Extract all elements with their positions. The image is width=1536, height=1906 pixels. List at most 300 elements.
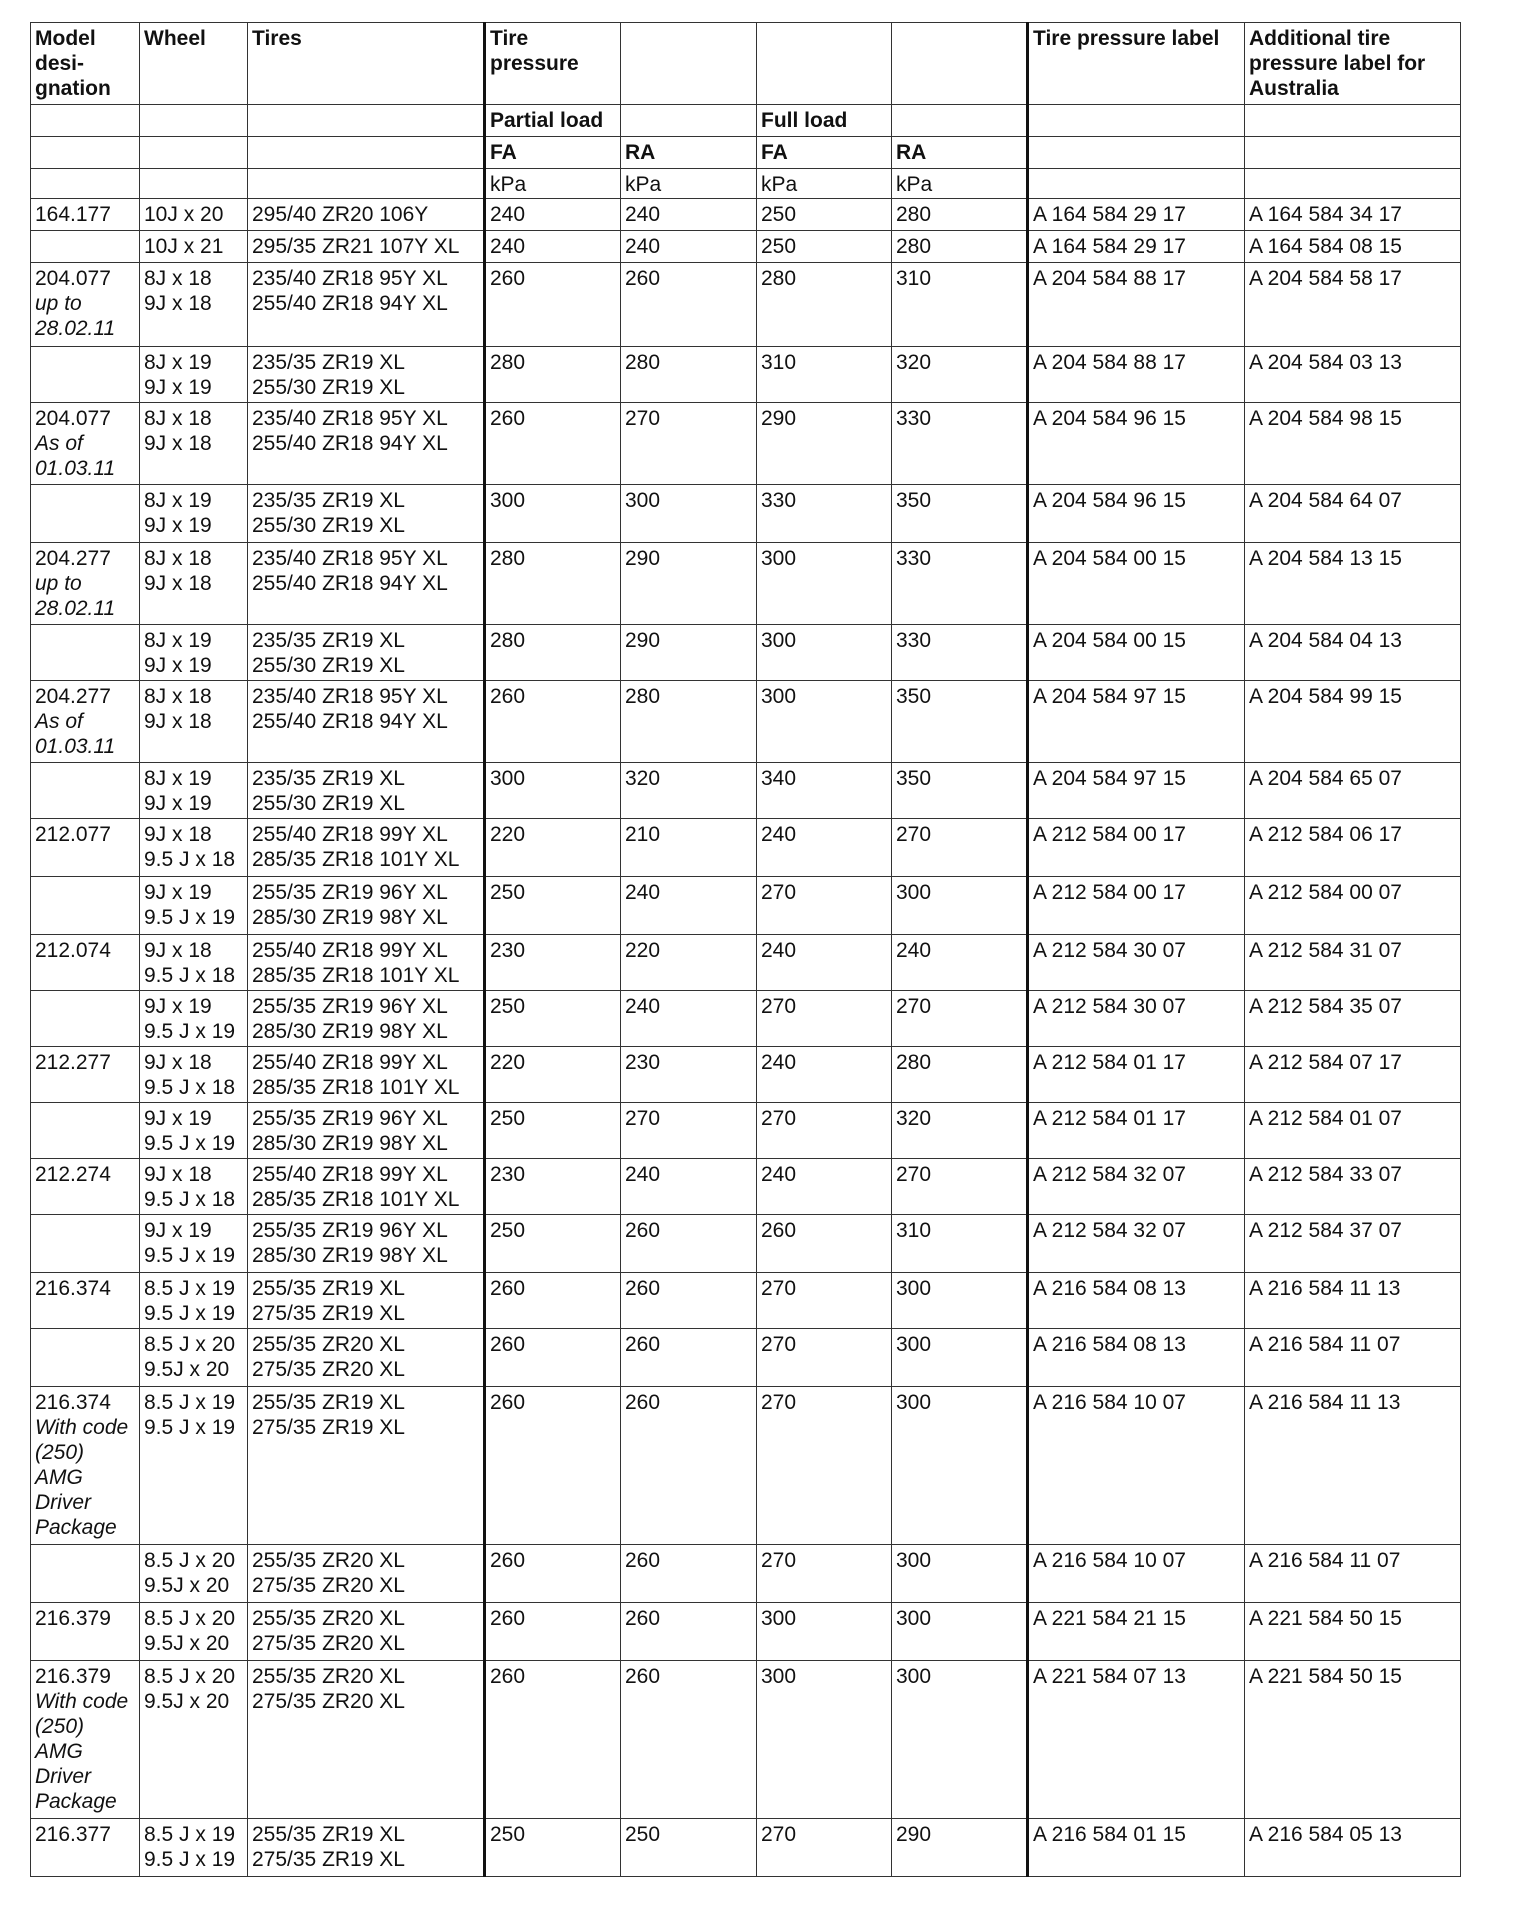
- cell-line: Package: [35, 1516, 117, 1539]
- cell-line: 28.02.11: [35, 597, 116, 620]
- header-fa: FA: [485, 137, 621, 169]
- partial-ra-cell: 260: [621, 1545, 757, 1603]
- cell-line: 9J x 19: [144, 514, 212, 537]
- full-ra-cell: 270: [892, 991, 1028, 1047]
- partial-ra-cell: 270: [621, 403, 757, 485]
- australia-label-cell: A 212 584 00 07: [1245, 877, 1461, 935]
- cell-line: 255/30 ZR19 XL: [252, 654, 405, 677]
- cell-line: 275/35 ZR19 XL: [252, 1848, 405, 1871]
- cell-line: 255/40 ZR18 94Y XL: [252, 432, 448, 455]
- cell-line: 255/35 ZR19 XL: [252, 1391, 405, 1414]
- cell-line: 204.277: [35, 547, 111, 570]
- partial-fa-cell: 280: [485, 347, 621, 403]
- cell-line: 204.277: [35, 685, 111, 708]
- australia-label-cell: A 204 584 65 07: [1245, 763, 1461, 819]
- cell-line: 9J x 18: [144, 823, 212, 846]
- cell-line: 216.379: [35, 1607, 111, 1630]
- model-cell: [31, 763, 140, 819]
- wheel-cell: [140, 935, 248, 991]
- model-cell: [31, 1329, 140, 1387]
- cell-line: 8.5 J x 20: [144, 1549, 236, 1572]
- header-full-load: Full load: [757, 105, 892, 137]
- wheel-cell: [140, 403, 248, 485]
- label-cell: A 221 584 21 15: [1028, 1603, 1245, 1661]
- australia-label-cell: A 221 584 50 15: [1245, 1603, 1461, 1661]
- cell-line: 255/35 ZR20 XL: [252, 1607, 405, 1630]
- cell-line: 9.5 J x 19: [144, 1416, 236, 1439]
- cell-line: 9J x 18: [144, 939, 212, 962]
- cell-line: With code: [35, 1416, 129, 1439]
- full-fa-cell: 270: [757, 877, 892, 935]
- cell-line: 9.5J x 20: [144, 1690, 230, 1713]
- cell-line: 285/35 ZR18 101Y XL: [252, 964, 460, 987]
- label-cell: A 204 584 88 17: [1028, 263, 1245, 347]
- partial-ra-cell: 270: [621, 1103, 757, 1159]
- australia-label-cell: A 221 584 50 15: [1245, 1661, 1461, 1819]
- full-ra-cell: 300: [892, 1603, 1028, 1661]
- cell-line: 9J x 18: [144, 292, 212, 315]
- cell-line: 9.5 J x 19: [144, 906, 236, 929]
- model-cell: [31, 625, 140, 681]
- cell-line: 255/35 ZR19 XL: [252, 1823, 405, 1846]
- cell-line: 9.5 J x 18: [144, 1188, 236, 1211]
- wheel-cell: [140, 625, 248, 681]
- partial-fa-cell: 220: [485, 1047, 621, 1103]
- model-cell: [31, 681, 140, 763]
- cell-line: 235/35 ZR19 XL: [252, 489, 405, 512]
- tires-cell: [248, 231, 485, 263]
- cell-line: 9J x 19: [144, 654, 212, 677]
- table-row: [31, 991, 1461, 1047]
- header-unit: kPa: [892, 169, 1028, 199]
- australia-label-cell: A 212 584 35 07: [1245, 991, 1461, 1047]
- wheel-cell: [140, 1159, 248, 1215]
- partial-fa-cell: 250: [485, 1215, 621, 1273]
- australia-label-cell: A 216 584 11 13: [1245, 1387, 1461, 1545]
- wheel-cell: [140, 819, 248, 877]
- model-cell: [31, 263, 140, 347]
- cell-line: 255/35 ZR19 XL: [252, 1277, 405, 1300]
- cell-line: 212.274: [35, 1163, 111, 1186]
- partial-fa-cell: 260: [485, 263, 621, 347]
- model-cell: [31, 1603, 140, 1661]
- cell-line: 8J x 19: [144, 629, 212, 652]
- cell-line: 9J x 19: [144, 792, 212, 815]
- tires-cell: [248, 1603, 485, 1661]
- cell-line: 285/30 ZR19 98Y XL: [252, 906, 448, 929]
- cell-line: 8J x 18: [144, 407, 212, 430]
- full-ra-cell: 300: [892, 1661, 1028, 1819]
- table-row: [31, 1545, 1461, 1603]
- wheel-cell: [140, 1661, 248, 1819]
- full-ra-cell: 330: [892, 403, 1028, 485]
- header-label: Tire pressure label: [1028, 23, 1245, 105]
- model-cell: [31, 1387, 140, 1545]
- model-cell: [31, 485, 140, 543]
- table-row: [31, 1819, 1461, 1877]
- partial-fa-cell: 280: [485, 543, 621, 625]
- cell-line: 8J x 18: [144, 685, 212, 708]
- full-fa-cell: 240: [757, 1047, 892, 1103]
- tires-cell: [248, 819, 485, 877]
- tires-cell: [248, 681, 485, 763]
- full-fa-cell: 270: [757, 1819, 892, 1877]
- label-cell: A 216 584 01 15: [1028, 1819, 1245, 1877]
- partial-fa-cell: 260: [485, 681, 621, 763]
- label-cell: A 212 584 32 07: [1028, 1159, 1245, 1215]
- full-ra-cell: 300: [892, 1329, 1028, 1387]
- partial-fa-cell: 260: [485, 403, 621, 485]
- table-row: [31, 1329, 1461, 1387]
- cell-line: 235/40 ZR18 95Y XL: [252, 685, 448, 708]
- cell-line: 9.5 J x 19: [144, 1848, 236, 1871]
- wheel-cell: [140, 1603, 248, 1661]
- model-cell: [31, 199, 140, 231]
- label-cell: A 204 584 00 15: [1028, 543, 1245, 625]
- wheel-cell: [140, 1819, 248, 1877]
- partial-fa-cell: 300: [485, 485, 621, 543]
- cell-line: up to: [35, 572, 82, 595]
- label-cell: A 212 584 30 07: [1028, 991, 1245, 1047]
- label-cell: A 216 584 10 07: [1028, 1545, 1245, 1603]
- cell-line: 255/30 ZR19 XL: [252, 792, 405, 815]
- header-unit: kPa: [621, 169, 757, 199]
- full-fa-cell: 300: [757, 681, 892, 763]
- cell-line: 275/35 ZR20 XL: [252, 1690, 405, 1713]
- tires-cell: [248, 1159, 485, 1215]
- model-cell: [31, 1661, 140, 1819]
- full-fa-cell: 300: [757, 543, 892, 625]
- wheel-cell: [140, 231, 248, 263]
- label-cell: A 164 584 29 17: [1028, 231, 1245, 263]
- cell-line: 275/35 ZR19 XL: [252, 1416, 405, 1439]
- partial-ra-cell: 290: [621, 543, 757, 625]
- full-fa-cell: 310: [757, 347, 892, 403]
- label-cell: A 212 584 00 17: [1028, 819, 1245, 877]
- cell-line: With code: [35, 1690, 129, 1713]
- cell-line: As of: [35, 710, 83, 733]
- australia-label-cell: A 216 584 11 07: [1245, 1545, 1461, 1603]
- wheel-cell: [140, 877, 248, 935]
- tires-cell: [248, 485, 485, 543]
- full-fa-cell: 270: [757, 1329, 892, 1387]
- cell-line: 8J x 19: [144, 351, 212, 374]
- cell-line: 9J x 19: [144, 376, 212, 399]
- full-fa-cell: 240: [757, 935, 892, 991]
- header-unit: kPa: [757, 169, 892, 199]
- model-cell: [31, 877, 140, 935]
- wheel-cell: [140, 1215, 248, 1273]
- full-fa-cell: 340: [757, 763, 892, 819]
- cell-line: 8.5 J x 20: [144, 1607, 236, 1630]
- cell-line: 9.5 J x 18: [144, 848, 236, 871]
- cell-line: 9.5 J x 18: [144, 1076, 236, 1099]
- australia-label-cell: A 164 584 08 15: [1245, 231, 1461, 263]
- wheel-cell: [140, 543, 248, 625]
- cell-line: 255/35 ZR20 XL: [252, 1665, 405, 1688]
- model-cell: [31, 1545, 140, 1603]
- cell-line: 204.077: [35, 267, 111, 290]
- table-row: [31, 935, 1461, 991]
- full-ra-cell: 350: [892, 681, 1028, 763]
- cell-line: 275/35 ZR19 XL: [252, 1302, 405, 1325]
- load-row: [31, 105, 1461, 137]
- cell-line: Driver: [35, 1765, 91, 1788]
- full-ra-cell: 310: [892, 263, 1028, 347]
- wheel-cell: [140, 991, 248, 1047]
- full-ra-cell: 350: [892, 763, 1028, 819]
- label-cell: A 221 584 07 13: [1028, 1661, 1245, 1819]
- australia-label-cell: A 204 584 99 15: [1245, 681, 1461, 763]
- wheel-cell: [140, 485, 248, 543]
- wheel-cell: [140, 763, 248, 819]
- label-cell: A 212 584 01 17: [1028, 1047, 1245, 1103]
- table-row: [31, 1661, 1461, 1819]
- tires-cell: [248, 935, 485, 991]
- axle-row: [31, 137, 1461, 169]
- cell-line: 255/40 ZR18 99Y XL: [252, 1163, 448, 1186]
- table-row: [31, 403, 1461, 485]
- partial-fa-cell: 260: [485, 1329, 621, 1387]
- cell-line: 216.374: [35, 1391, 111, 1414]
- tires-cell: [248, 1545, 485, 1603]
- australia-label-cell: A 204 584 13 15: [1245, 543, 1461, 625]
- cell-line: 10J x 20: [144, 203, 224, 226]
- cell-line: 235/35 ZR19 XL: [252, 767, 405, 790]
- header-australia: Additional tire pressure label for Australia: [1245, 23, 1461, 105]
- cell-line: up to: [35, 292, 82, 315]
- cell-line: 255/35 ZR19 96Y XL: [252, 1107, 448, 1130]
- full-ra-cell: 300: [892, 1273, 1028, 1329]
- header-ra: RA: [892, 137, 1028, 169]
- cell-line: 204.077: [35, 407, 111, 430]
- partial-ra-cell: 260: [621, 1661, 757, 1819]
- cell-line: 9J x 19: [144, 881, 212, 904]
- model-cell: [31, 1819, 140, 1877]
- full-fa-cell: 270: [757, 1273, 892, 1329]
- cell-line: 9J x 18: [144, 1163, 212, 1186]
- partial-fa-cell: 300: [485, 763, 621, 819]
- cell-line: Driver: [35, 1491, 91, 1514]
- cell-line: 255/30 ZR19 XL: [252, 376, 405, 399]
- header-blank: [892, 23, 1028, 105]
- partial-ra-cell: 210: [621, 819, 757, 877]
- cell-line: 9J x 19: [144, 1219, 212, 1242]
- cell-line: 285/35 ZR18 101Y XL: [252, 1188, 460, 1211]
- partial-fa-cell: 240: [485, 231, 621, 263]
- cell-line: 9.5 J x 19: [144, 1132, 236, 1155]
- australia-label-cell: A 204 584 64 07: [1245, 485, 1461, 543]
- table-row: [31, 485, 1461, 543]
- label-cell: A 204 584 97 15: [1028, 763, 1245, 819]
- full-fa-cell: 270: [757, 1387, 892, 1545]
- australia-label-cell: A 204 584 04 13: [1245, 625, 1461, 681]
- cell-line: 10J x 21: [144, 235, 224, 258]
- partial-ra-cell: 260: [621, 1329, 757, 1387]
- label-cell: A 212 584 32 07: [1028, 1215, 1245, 1273]
- cell-line: 255/35 ZR19 96Y XL: [252, 1219, 448, 1242]
- partial-fa-cell: 230: [485, 1159, 621, 1215]
- cell-line: 8.5 J x 19: [144, 1277, 236, 1300]
- australia-label-cell: A 212 584 07 17: [1245, 1047, 1461, 1103]
- full-ra-cell: 270: [892, 1159, 1028, 1215]
- australia-label-cell: A 216 584 11 13: [1245, 1273, 1461, 1329]
- partial-fa-cell: 280: [485, 625, 621, 681]
- cell-line: 9J x 19: [144, 1107, 212, 1130]
- table-row: [31, 1047, 1461, 1103]
- australia-label-cell: A 212 584 37 07: [1245, 1215, 1461, 1273]
- cell-line: 8J x 19: [144, 489, 212, 512]
- tires-cell: [248, 1047, 485, 1103]
- cell-line: 8J x 18: [144, 267, 212, 290]
- full-fa-cell: 330: [757, 485, 892, 543]
- cell-line: 8.5 J x 20: [144, 1665, 236, 1688]
- tires-cell: [248, 991, 485, 1047]
- table-row: [31, 1159, 1461, 1215]
- cell-line: 9.5J x 20: [144, 1632, 230, 1655]
- cell-line: 212.277: [35, 1051, 111, 1074]
- cell-line: 8J x 18: [144, 547, 212, 570]
- australia-label-cell: A 212 584 33 07: [1245, 1159, 1461, 1215]
- header-wheel: Wheel: [140, 23, 248, 105]
- partial-fa-cell: 250: [485, 877, 621, 935]
- header-blank: [621, 23, 757, 105]
- header-partial-load: Partial load: [485, 105, 621, 137]
- wheel-cell: [140, 263, 248, 347]
- cell-line: 285/30 ZR19 98Y XL: [252, 1244, 448, 1267]
- table-row: [31, 1103, 1461, 1159]
- wheel-cell: [140, 1545, 248, 1603]
- cell-line: 285/30 ZR19 98Y XL: [252, 1020, 448, 1043]
- full-ra-cell: 300: [892, 877, 1028, 935]
- model-cell: [31, 1047, 140, 1103]
- model-cell: [31, 403, 140, 485]
- model-cell: [31, 1159, 140, 1215]
- table-row: [31, 877, 1461, 935]
- model-cell: [31, 819, 140, 877]
- full-fa-cell: 290: [757, 403, 892, 485]
- full-ra-cell: 320: [892, 347, 1028, 403]
- australia-label-cell: A 216 584 05 13: [1245, 1819, 1461, 1877]
- header-ra: RA: [621, 137, 757, 169]
- australia-label-cell: A 204 584 58 17: [1245, 263, 1461, 347]
- cell-line: 8.5 J x 20: [144, 1333, 236, 1356]
- cell-line: 235/40 ZR18 95Y XL: [252, 407, 448, 430]
- cell-line: 255/35 ZR19 96Y XL: [252, 881, 448, 904]
- partial-ra-cell: 240: [621, 991, 757, 1047]
- australia-label-cell: A 204 584 03 13: [1245, 347, 1461, 403]
- partial-ra-cell: 250: [621, 1819, 757, 1877]
- australia-label-cell: A 212 584 01 07: [1245, 1103, 1461, 1159]
- cell-line: 275/35 ZR20 XL: [252, 1632, 405, 1655]
- australia-label-cell: A 212 584 31 07: [1245, 935, 1461, 991]
- tires-cell: [248, 543, 485, 625]
- partial-fa-cell: 250: [485, 1819, 621, 1877]
- label-cell: A 212 584 01 17: [1028, 1103, 1245, 1159]
- tires-cell: [248, 1661, 485, 1819]
- wheel-cell: [140, 1273, 248, 1329]
- full-fa-cell: 250: [757, 199, 892, 231]
- full-fa-cell: 260: [757, 1215, 892, 1273]
- australia-label-cell: A 204 584 98 15: [1245, 403, 1461, 485]
- tires-cell: [248, 763, 485, 819]
- table-row: [31, 543, 1461, 625]
- full-ra-cell: 310: [892, 1215, 1028, 1273]
- table-row: [31, 681, 1461, 763]
- unit-row: [31, 169, 1461, 199]
- label-cell: A 164 584 29 17: [1028, 199, 1245, 231]
- tires-cell: [248, 1819, 485, 1877]
- model-cell: [31, 1215, 140, 1273]
- full-ra-cell: 300: [892, 1387, 1028, 1545]
- partial-ra-cell: 220: [621, 935, 757, 991]
- tires-cell: [248, 877, 485, 935]
- cell-line: Package: [35, 1790, 117, 1813]
- full-fa-cell: 300: [757, 1661, 892, 1819]
- tire-pressure-table: [30, 22, 1461, 1877]
- cell-line: 8.5 J x 19: [144, 1823, 236, 1846]
- header-tires: Tires: [248, 23, 485, 105]
- cell-line: AMG: [35, 1466, 83, 1489]
- full-fa-cell: 240: [757, 1159, 892, 1215]
- cell-line: 295/40 ZR20 106Y: [252, 203, 429, 226]
- partial-fa-cell: 250: [485, 991, 621, 1047]
- wheel-cell: [140, 199, 248, 231]
- australia-label-cell: A 216 584 11 07: [1245, 1329, 1461, 1387]
- partial-ra-cell: 290: [621, 625, 757, 681]
- partial-fa-cell: 260: [485, 1273, 621, 1329]
- full-fa-cell: 240: [757, 819, 892, 877]
- cell-line: 9J x 18: [144, 432, 212, 455]
- table-row: [31, 1603, 1461, 1661]
- partial-ra-cell: 280: [621, 347, 757, 403]
- cell-line: 255/30 ZR19 XL: [252, 514, 405, 537]
- partial-fa-cell: 260: [485, 1603, 621, 1661]
- partial-ra-cell: 280: [621, 681, 757, 763]
- partial-fa-cell: 260: [485, 1661, 621, 1819]
- partial-ra-cell: 240: [621, 199, 757, 231]
- full-ra-cell: 300: [892, 1545, 1028, 1603]
- cell-line: 216.379: [35, 1665, 111, 1688]
- model-cell: [31, 1273, 140, 1329]
- cell-line: 285/35 ZR18 101Y XL: [252, 1076, 460, 1099]
- label-cell: A 212 584 00 17: [1028, 877, 1245, 935]
- full-fa-cell: 250: [757, 231, 892, 263]
- cell-line: 235/40 ZR18 95Y XL: [252, 267, 448, 290]
- cell-line: 9J x 18: [144, 1051, 212, 1074]
- label-cell: A 204 584 88 17: [1028, 347, 1245, 403]
- cell-line: 285/35 ZR18 101Y XL: [252, 848, 460, 871]
- cell-line: 216.374: [35, 1277, 111, 1300]
- wheel-cell: [140, 1047, 248, 1103]
- partial-fa-cell: 220: [485, 819, 621, 877]
- model-cell: [31, 231, 140, 263]
- australia-label-cell: A 212 584 06 17: [1245, 819, 1461, 877]
- tires-cell: [248, 347, 485, 403]
- cell-line: As of: [35, 432, 83, 455]
- cell-line: 01.03.11: [35, 457, 116, 480]
- cell-line: 8J x 19: [144, 767, 212, 790]
- cell-line: 9.5 J x 19: [144, 1244, 236, 1267]
- table-row: [31, 1215, 1461, 1273]
- label-cell: A 216 584 10 07: [1028, 1387, 1245, 1545]
- cell-line: 9.5 J x 18: [144, 964, 236, 987]
- tires-cell: [248, 403, 485, 485]
- label-cell: A 204 584 00 15: [1028, 625, 1245, 681]
- table-row: [31, 231, 1461, 263]
- cell-line: 275/35 ZR20 XL: [252, 1574, 405, 1597]
- label-cell: A 216 584 08 13: [1028, 1273, 1245, 1329]
